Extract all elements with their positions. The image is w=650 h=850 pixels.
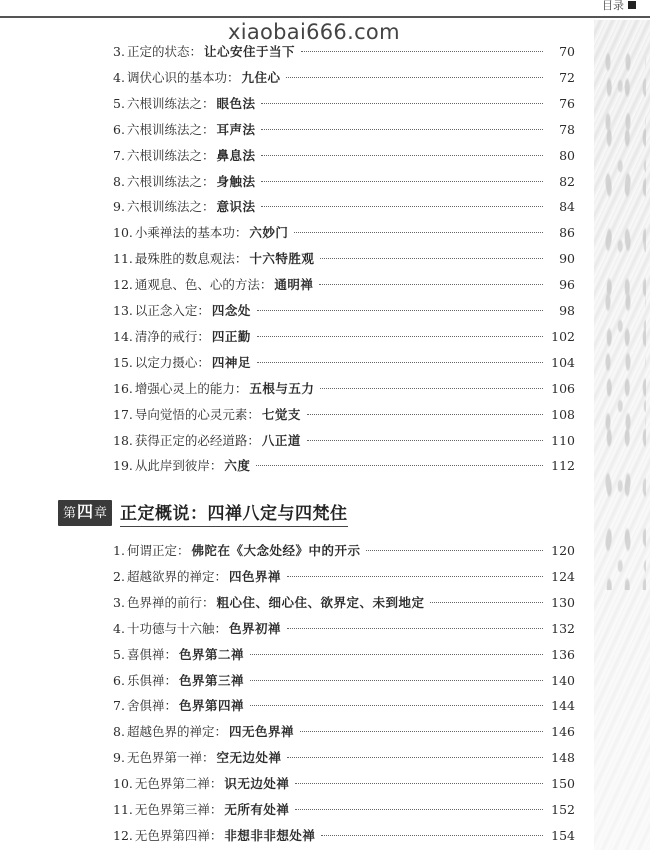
- toc-entry[interactable]: [113, 774, 575, 794]
- toc-entry-subtitle: 四神足: [211, 354, 251, 370]
- toc-entry-title: 超越色界的禅定：: [126, 724, 227, 740]
- toc-entry-title: 以定力摄心：: [134, 354, 210, 370]
- toc-entry-title: 六根训练法之：: [126, 147, 215, 163]
- dot-leader: [294, 232, 543, 233]
- toc-entry-page-number: 148: [551, 750, 575, 766]
- toc-entry-page-number: 146: [551, 724, 575, 740]
- square-marker-icon: [628, 1, 636, 9]
- toc-entry-page-number: 150: [551, 776, 575, 792]
- dot-leader: [301, 51, 543, 52]
- dot-leader: [319, 284, 543, 285]
- toc-entry-number: 19.: [113, 458, 133, 474]
- toc-entry-title: 舍俱禅：: [126, 698, 177, 714]
- toc-entry-subtitle: 无所有处禅: [224, 802, 290, 817]
- dot-leader: [300, 731, 543, 732]
- toc-entry[interactable]: [113, 146, 575, 166]
- toc-entry-title: 六根训练法之：: [126, 173, 215, 189]
- toc-entry-title: 六根训练法之：: [126, 95, 215, 111]
- toc-entry-title: 获得正定的必经道路：: [134, 432, 260, 448]
- toc-entry-subtitle: 五根与五力: [249, 380, 315, 396]
- toc-entry-title: 小乘禅法的基本功：: [134, 225, 248, 241]
- toc-entry-page-number: 72: [559, 69, 575, 85]
- toc-entry-page-number: 108: [551, 406, 575, 422]
- toc-entry[interactable]: [113, 94, 575, 114]
- toc-entry-page-number: 132: [551, 620, 575, 636]
- toc-entry[interactable]: [113, 405, 575, 425]
- toc-entry-page-number: 144: [551, 698, 575, 714]
- dot-leader: [257, 336, 543, 337]
- dot-leader: [366, 550, 543, 551]
- toc-entry-number: 3.: [113, 44, 125, 59]
- dot-leader: [295, 809, 543, 810]
- toc-entry-number: 15.: [113, 354, 133, 370]
- toc-entry-subtitle: 鼻息法: [216, 147, 256, 163]
- toc-entry[interactable]: [113, 301, 575, 321]
- toc-entry-subtitle: 佛陀在《大念处经》中的开示: [191, 543, 361, 558]
- toc-entry[interactable]: [113, 172, 575, 192]
- toc-entry-title: 导向觉悟的心灵元素：: [134, 406, 260, 422]
- watermark-text: xiaobai666.com: [228, 20, 400, 44]
- toc-entry-page-number: 154: [551, 827, 575, 843]
- toc-entry-number: 18.: [113, 432, 133, 448]
- toc-entry-subtitle: 通明禅: [274, 277, 314, 293]
- dot-leader: [321, 835, 543, 836]
- toc-entry[interactable]: [113, 593, 575, 613]
- toc-entry-page-number: 78: [559, 121, 575, 137]
- toc-entry-number: 10.: [113, 225, 133, 241]
- toc-entry-subtitle: 四念处: [211, 303, 251, 318]
- toc-entry[interactable]: [113, 42, 575, 62]
- chapter-badge-pre: 第: [63, 506, 77, 521]
- toc-entry-page-number: 82: [559, 173, 575, 189]
- toc-entry-subtitle: 九住心: [241, 69, 281, 85]
- dot-leader: [261, 155, 543, 156]
- toc-entry-title: 从此岸到彼岸：: [134, 458, 223, 474]
- toc-entry-subtitle: 意识法: [216, 199, 256, 215]
- toc-entry-number: 9.: [113, 199, 125, 215]
- dot-leader: [250, 680, 543, 681]
- toc-entry-number: 2.: [113, 568, 125, 584]
- toc-entry[interactable]: [113, 249, 575, 269]
- toc-entry-title: 十功德与十六触：: [126, 620, 227, 636]
- toc-entry-number: 6.: [113, 672, 125, 688]
- toc-entry-number: 10.: [113, 776, 133, 792]
- toc-entry-number: 7.: [113, 147, 125, 163]
- dot-leader: [430, 602, 543, 603]
- dot-leader: [286, 77, 543, 78]
- toc-entry[interactable]: [113, 800, 575, 820]
- toc-entry[interactable]: [113, 748, 575, 768]
- chapter-badge-number: 四: [77, 502, 94, 521]
- toc-entry-number: 14.: [113, 328, 133, 344]
- running-head: [602, 0, 636, 13]
- dot-leader: [320, 258, 543, 259]
- toc-entry-page-number: 106: [551, 380, 575, 396]
- toc-entry-number: 7.: [113, 698, 125, 714]
- toc-entry[interactable]: [113, 826, 575, 846]
- toc-entry-page-number: 80: [559, 147, 575, 163]
- toc-entry-title: 乐俱禅：: [126, 672, 177, 688]
- toc-entry[interactable]: [113, 671, 575, 691]
- toc-entry-page-number: 84: [559, 199, 575, 215]
- toc-entry-title: 无色界第四禅：: [134, 827, 223, 843]
- toc-entry-page-number: 110: [551, 432, 575, 448]
- dot-leader: [295, 783, 543, 784]
- toc-entry[interactable]: [113, 379, 575, 399]
- toc-entry-subtitle: 眼色法: [216, 95, 256, 111]
- toc-entry-number: 5.: [113, 95, 125, 111]
- toc-entry-subtitle: 身触法: [216, 173, 256, 189]
- toc-entry-subtitle: 七觉支: [261, 406, 301, 422]
- toc-entry-page-number: 86: [559, 225, 575, 241]
- toc-entry-subtitle: 色界初禅: [228, 620, 281, 636]
- toc-entry-title: 调伏心识的基本功：: [126, 69, 240, 85]
- toc-entry-page-number: 90: [559, 251, 575, 267]
- dot-leader: [261, 206, 543, 207]
- toc-entry[interactable]: [113, 197, 575, 217]
- toc-entry-subtitle: 六妙门: [249, 225, 289, 241]
- dot-leader: [320, 388, 543, 389]
- toc-entry[interactable]: [113, 541, 575, 561]
- toc-entry-page-number: 140: [551, 672, 575, 688]
- dot-leader: [261, 103, 543, 104]
- toc-entry-subtitle: 四无色界禅: [228, 724, 294, 740]
- toc-entry-subtitle: 十六特胜观: [249, 251, 315, 267]
- toc-entry-number: 8.: [113, 724, 125, 740]
- dot-leader: [261, 181, 543, 182]
- toc-entry[interactable]: [113, 68, 575, 88]
- dot-leader: [287, 757, 543, 758]
- dot-leader: [287, 576, 543, 577]
- toc-entry-title: 最殊胜的数息观法：: [134, 251, 248, 267]
- toc-entry-subtitle: 识无边处禅: [224, 776, 290, 792]
- toc-entry-subtitle: 色界第四禅: [178, 698, 244, 714]
- toc-entry[interactable]: [113, 696, 575, 716]
- toc-entry-page-number: 112: [551, 458, 575, 474]
- toc-entry-page-number: 104: [551, 354, 575, 370]
- toc-entry-title: 无色界第一禅：: [126, 750, 215, 766]
- chapter-title: 正定概说：四禅八定与四梵住: [120, 499, 348, 527]
- toc-entry-number: 12.: [113, 827, 133, 843]
- toc-entry[interactable]: [113, 327, 575, 347]
- toc-entry[interactable]: [113, 275, 575, 295]
- toc-entry-title: 以正念入定：: [134, 303, 210, 318]
- toc-entry-page-number: 70: [559, 44, 575, 59]
- toc-entry-subtitle: 四色界禅: [228, 568, 281, 584]
- toc-entry-page-number: 136: [551, 646, 575, 662]
- toc-entry-subtitle: 色界第二禅: [178, 646, 244, 662]
- toc-entry-number: 3.: [113, 594, 125, 610]
- top-rule: [0, 0, 650, 18]
- toc-entry-page-number: 76: [559, 95, 575, 111]
- toc-entry-number: 5.: [113, 646, 125, 662]
- dot-leader: [261, 129, 543, 130]
- toc-entry-subtitle: 粗心住、细心住、欲界定、未到地定: [216, 594, 425, 610]
- toc-entry-number: 11.: [113, 251, 133, 267]
- toc-entry-subtitle: 让心安住于当下: [203, 44, 295, 59]
- toc-entry-number: 12.: [113, 277, 133, 293]
- chapter-badge-post: 章: [94, 506, 108, 521]
- toc-entry-title: 增强心灵上的能力：: [134, 380, 248, 396]
- toc-entry-number: 17.: [113, 406, 133, 422]
- toc-entry[interactable]: [113, 120, 575, 140]
- toc-entry-number: 4.: [113, 69, 125, 85]
- toc-entry[interactable]: [113, 431, 575, 451]
- toc-entry-title: 六根训练法之：: [126, 121, 215, 137]
- toc-entry-page-number: 98: [559, 303, 575, 318]
- toc-entry-title: 清净的戒行：: [134, 328, 210, 344]
- decorative-side-illustration: [594, 20, 650, 850]
- dot-leader: [257, 362, 543, 363]
- toc-entry-subtitle: 空无边处禅: [216, 750, 282, 766]
- dot-leader: [307, 414, 543, 415]
- toc-entry-subtitle: 非想非非想处禅: [224, 827, 316, 843]
- toc-entry-subtitle: 八正道: [261, 432, 301, 448]
- toc-entry-title: 喜俱禅：: [126, 646, 177, 662]
- toc-entry-number: 13.: [113, 303, 133, 318]
- toc-entry-title: 超越欲界的禅定：: [126, 568, 227, 584]
- dot-leader: [250, 654, 543, 655]
- running-head-label: 目录: [602, 0, 624, 12]
- toc-entry-page-number: 130: [551, 594, 575, 610]
- dot-leader: [250, 705, 543, 706]
- toc-entry[interactable]: [113, 722, 575, 742]
- toc-entry-number: 1.: [113, 543, 125, 558]
- toc-entry-title: 无色界第三禅：: [134, 802, 223, 817]
- chapter-heading: [58, 500, 368, 526]
- dot-leader: [287, 628, 543, 629]
- toc-entry-subtitle: 耳声法: [216, 121, 256, 137]
- toc-entry-title: 色界禅的前行：: [126, 594, 215, 610]
- toc-entry-title: 通观息、色、心的方法：: [134, 277, 273, 293]
- toc-entry[interactable]: [113, 645, 575, 665]
- toc-entry-page-number: 120: [551, 543, 575, 558]
- dot-leader: [307, 440, 543, 441]
- dot-leader: [256, 465, 543, 466]
- toc-entry-number: 16.: [113, 380, 133, 396]
- toc-entry[interactable]: [113, 353, 575, 373]
- toc-entry-number: 8.: [113, 173, 125, 189]
- toc-entry-number: 9.: [113, 750, 125, 766]
- toc-entry[interactable]: [113, 456, 575, 476]
- toc-entry-title: 正定的状态：: [126, 44, 202, 59]
- chapter-badge: [58, 500, 112, 526]
- toc-entry-title: 无色界第二禅：: [134, 776, 223, 792]
- toc-entry-subtitle: 六度: [224, 458, 251, 474]
- toc-entry-page-number: 102: [551, 328, 575, 344]
- toc-entry-number: 11.: [113, 802, 133, 817]
- toc-entry-subtitle: 四正勤: [211, 328, 251, 344]
- toc-entry-title: 何谓正定：: [126, 543, 190, 558]
- toc-entry-page-number: 124: [551, 568, 575, 584]
- toc-entry[interactable]: [113, 223, 575, 243]
- toc-entry[interactable]: [113, 567, 575, 587]
- toc-entry-number: 6.: [113, 121, 125, 137]
- toc-entry-number: 4.: [113, 620, 125, 636]
- toc-entry[interactable]: [113, 619, 575, 639]
- dot-leader: [257, 310, 543, 311]
- toc-entry-page-number: 96: [559, 277, 575, 293]
- toc-entry-page-number: 152: [551, 802, 575, 817]
- toc-entry-title: 六根训练法之：: [126, 199, 215, 215]
- toc-entry-subtitle: 色界第三禅: [178, 672, 244, 688]
